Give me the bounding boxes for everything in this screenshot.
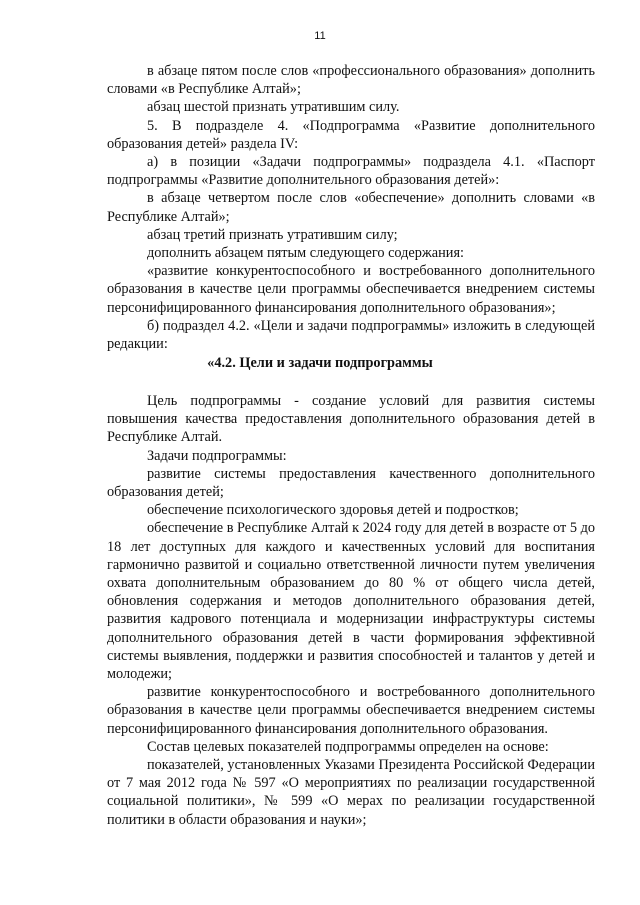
paragraph: Задачи подпрограммы:: [147, 447, 287, 464]
section-title: «4.2. Цели и задачи подпрограммы: [207, 355, 433, 371]
paragraph: Состав целевых показателей подпрограммы определен на основе:: [147, 738, 549, 755]
paragraph: Цель подпрограммы - создание условий для развития системы повышения качества предоставления дополнительного образования детей в Республике Алтай.: [107, 393, 595, 446]
page-number: 11: [314, 30, 326, 42]
amendments-block: [107, 62, 595, 353]
paragraph: обеспечение психологического здоровья детей и подростков;: [147, 502, 519, 519]
paragraph: а) в позиции «Задачи подпрограммы» подраздела 4.1. «Паспорт подпрограммы «Развитие дополнительного образования детей»:: [107, 154, 595, 189]
section-body: [107, 392, 595, 829]
paragraph: б) подраздел 4.2. «Цели и задачи подпрограммы» изложить в следующей редакции:: [107, 317, 595, 353]
paragraph: «развитие конкурентоспособного и востребованного дополнительного образования в качестве цели программы обеспечивается внедрением системы персонифицированного финансирования дополнительного образования»;: [107, 263, 595, 316]
paragraph: развитие системы предоставления качественного дополнительного образования детей;: [107, 465, 595, 501]
paragraph: показателей, установленных Указами Президента Российской Федерации от 7 мая 2012 года № 597 «О мероприятиях по реализации государственной социальной политики», № 599 «О мерах по реализации государственной политики в области образования и науки»;: [107, 757, 595, 828]
paragraph: дополнить абзацем пятым следующего содержания:: [147, 245, 464, 262]
paragraph: развитие конкурентоспособного и востребованного дополнительного образования в качестве цели программы обеспечивается внедрением системы персонифицированного финансирования дополнительного образования.: [107, 684, 595, 737]
paragraph: 5. В подразделе 4. «Подпрограмма «Развитие дополнительного образования детей» раздела IV:: [107, 117, 595, 152]
paragraph: обеспечение в Республике Алтай к 2024 году для детей в возрасте от 5 до 18 лет доступных для каждого и качественных условий для воспитания гармонично развитой и социально ответственной личности путем увеличения охвата дополнительным образованием до 80 % от общего числа детей, обновления содержания и методов дополнительного образования детей, развития кадрового потенциала и модернизации инфраструктуры системы дополнительного образования детей в части формирования эффективной системы выявления, поддержки и развития способностей и талантов у детей и молодежи;: [107, 520, 595, 683]
paragraph: абзац третий признать утратившим силу;: [147, 226, 398, 243]
paragraph: в абзаце пятом после слов «профессионального образования» дополнить словами «в Республике Алтай»;: [107, 63, 595, 98]
paragraph: абзац шестой признать утратившим силу.: [147, 99, 400, 116]
paragraph: в абзаце четвертом после слов «обеспечение» дополнить словами «в Республике Алтай»;: [107, 190, 595, 225]
